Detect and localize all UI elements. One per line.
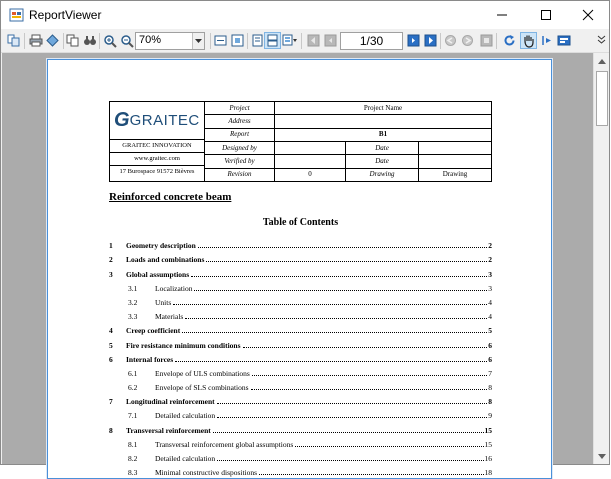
toc-entry[interactable] <box>109 350 492 364</box>
continuous-page-icon <box>266 34 279 47</box>
verified-by-label: Verified by <box>205 155 275 168</box>
toc-entry[interactable] <box>109 335 492 349</box>
export-button[interactable] <box>555 32 572 49</box>
toc-entry-text: Materials <box>155 312 184 322</box>
toc-entry-text: Units <box>155 297 172 307</box>
toc-entry-text: Detailed calculation <box>155 411 216 421</box>
report-header-table <box>109 101 492 182</box>
chevron-down-icon <box>598 454 606 459</box>
window-title: ReportViewer <box>29 8 102 22</box>
page-number-input[interactable]: 1/30 <box>340 32 403 50</box>
project-label: Project <box>205 102 275 115</box>
toc-entry-page: 3 <box>488 283 492 293</box>
toc-entry-number: 8 <box>109 425 113 435</box>
toc-leader-dots <box>217 460 483 461</box>
toc-leader-dots <box>251 389 488 390</box>
toc-entry-number: 8.1 <box>128 439 138 449</box>
toc-entry-number: 3 <box>109 269 113 279</box>
previous-page-icon <box>324 34 337 47</box>
toc-entry-page: 6 <box>488 340 492 350</box>
toc-entry-text: Creep coefficient <box>126 326 181 336</box>
chevron-double-down-icon <box>598 35 605 44</box>
toc-entry-number: 6.1 <box>128 368 138 378</box>
forward-icon <box>461 34 474 47</box>
verified-date-label: Date <box>346 155 419 168</box>
zoom-dropdown-button[interactable] <box>192 33 204 49</box>
address-label: Address <box>205 115 275 128</box>
toc-entry[interactable] <box>109 321 492 335</box>
toc-leader-dots <box>243 347 488 348</box>
last-page-button[interactable] <box>422 32 439 49</box>
logo-mark: G <box>114 108 129 131</box>
toc-entry-page: 8 <box>488 397 492 407</box>
verified-date-value <box>419 155 492 168</box>
toc-entry-page: 5 <box>488 326 492 336</box>
toc-entry-page: 4 <box>488 312 492 322</box>
maximize-button[interactable] <box>523 1 569 29</box>
toc-entry-text: Localization <box>155 283 193 293</box>
zoom-out-icon <box>120 34 134 48</box>
toc-leader-dots <box>217 403 488 404</box>
previous-page-button[interactable] <box>322 32 339 49</box>
stop-button[interactable] <box>478 32 495 49</box>
zoom-value: 70% <box>139 34 162 46</box>
toc-entry-text: Transversal reinforcement <box>126 425 211 435</box>
select-tool-button[interactable] <box>538 32 555 49</box>
document-map-icon <box>7 34 20 47</box>
toc-leader-dots <box>173 304 487 305</box>
toc-entry-number: 7.1 <box>128 411 138 421</box>
export-icon <box>557 34 571 47</box>
back-icon <box>444 34 457 47</box>
toc-entry[interactable] <box>109 463 492 477</box>
graitec-logo <box>114 110 204 130</box>
toc-entry-text: Loads and combinations <box>126 255 205 265</box>
toc-leader-dots <box>295 446 483 447</box>
toc-entry-page: 15 <box>484 425 492 435</box>
toc-entry[interactable] <box>109 236 492 250</box>
toc-entry[interactable] <box>109 279 492 293</box>
verified-by-value <box>275 155 346 168</box>
toc-entry-page: 6 <box>488 354 492 364</box>
toc-leader-dots <box>198 247 487 248</box>
binoculars-icon <box>83 34 97 47</box>
report-value: B1 <box>275 128 492 141</box>
zoom-in-icon <box>103 34 117 48</box>
designed-by-value <box>275 141 346 154</box>
maximize-icon <box>541 10 551 20</box>
toc-leader-dots <box>185 318 487 319</box>
drawing-label: Drawing <box>346 168 419 181</box>
toc-entry-number: 5 <box>109 340 113 350</box>
pan-tool-button[interactable] <box>520 32 537 49</box>
toc-entry[interactable] <box>109 364 492 378</box>
back-button[interactable] <box>442 32 459 49</box>
page-width-button[interactable] <box>212 32 229 49</box>
toc-entry-number: 6 <box>109 354 113 364</box>
revision-value: 0 <box>275 168 346 181</box>
toc-entry[interactable] <box>109 406 492 420</box>
toc-entry[interactable] <box>109 420 492 434</box>
toc-entry-number: 2 <box>109 255 113 265</box>
toc-entry-page: 16 <box>484 454 492 463</box>
designed-date-label: Date <box>346 141 419 154</box>
scrollbar-thumb[interactable] <box>596 71 608 126</box>
toc-entry-number: 3.1 <box>128 283 138 293</box>
toc-entry-page: 18 <box>484 468 492 478</box>
title-bar <box>1 1 609 29</box>
toc-entry-number: 7 <box>109 397 113 407</box>
toc-entry-number: 6.2 <box>128 383 138 393</box>
company-web: www.graitec.com <box>110 152 204 165</box>
toc-leader-dots <box>191 276 487 277</box>
multi-page-icon <box>282 34 298 47</box>
find-button[interactable] <box>81 32 98 49</box>
toc-entry-page: 3 <box>488 269 492 279</box>
scroll-down-button[interactable] <box>594 448 610 464</box>
whole-page-icon <box>231 34 244 47</box>
toc-entry-text: Detailed calculation <box>155 454 216 463</box>
project-value: Project Name <box>275 102 492 115</box>
next-page-button[interactable] <box>405 32 422 49</box>
company-name: GRAITEC INNOVATION <box>110 139 204 152</box>
toc-leader-dots <box>259 474 483 475</box>
toc-entry-page: 2 <box>488 241 492 251</box>
designed-date-value <box>419 141 492 154</box>
scroll-up-button[interactable] <box>594 53 610 69</box>
hand-icon <box>522 34 535 48</box>
app-icon <box>10 9 23 21</box>
table-of-contents <box>109 236 492 477</box>
toc-leader-dots <box>182 332 487 333</box>
refresh-report-button[interactable] <box>501 32 518 49</box>
next-page-icon <box>407 34 420 47</box>
designed-by-label: Designed by <box>205 141 275 154</box>
single-page-icon <box>251 34 264 47</box>
toc-entry-page: 8 <box>488 383 492 393</box>
toc-entry-text: Global assumptions <box>126 269 190 279</box>
last-page-icon <box>424 34 437 47</box>
toc-leader-dots <box>213 432 484 433</box>
close-icon <box>583 10 593 20</box>
toc-entry[interactable] <box>109 264 492 278</box>
toc-entry-page: 7 <box>488 368 492 378</box>
toc-leader-dots <box>175 361 487 362</box>
toc-leader-dots <box>206 261 487 262</box>
copy-icon <box>66 34 79 47</box>
minimize-button[interactable] <box>479 1 525 29</box>
toc-entry-number: 8.3 <box>128 468 138 478</box>
document-title: Reinforced concrete beam <box>109 191 232 203</box>
toc-entry-text: Internal forces <box>126 354 174 364</box>
toolbar-overflow-button[interactable] <box>595 31 607 48</box>
continuous-page-button[interactable] <box>264 32 281 49</box>
stop-icon <box>480 34 493 47</box>
toc-entry-text: Minimal constructive dispositions <box>155 468 258 478</box>
zoom-in-button[interactable] <box>101 32 118 49</box>
toc-entry-text: Envelope of ULS combinations <box>155 368 250 378</box>
toc-entry-text: Envelope of SLS combinations <box>155 383 249 393</box>
zoom-out-button[interactable] <box>118 32 135 49</box>
whole-page-button[interactable] <box>229 32 246 49</box>
close-button[interactable] <box>565 1 611 29</box>
report-page <box>47 59 552 479</box>
toc-entry[interactable] <box>109 449 492 463</box>
text-cursor-icon <box>540 34 553 47</box>
printer-icon <box>29 34 43 47</box>
report-viewer-area[interactable] <box>2 53 593 478</box>
toc-entry[interactable] <box>109 378 492 392</box>
toc-entry-page: 9 <box>488 411 492 421</box>
address-value <box>275 115 492 128</box>
forward-button[interactable] <box>459 32 476 49</box>
toc-title: Table of Contents <box>262 217 339 228</box>
minimize-icon <box>497 10 507 20</box>
refresh-icon <box>503 34 516 47</box>
first-page-button[interactable] <box>305 32 322 49</box>
toc-entry-text: Longitudinal reinforcement <box>126 397 215 407</box>
drawing-value: Drawing <box>419 168 492 181</box>
revision-label: Revision <box>205 168 275 181</box>
toc-entry[interactable] <box>109 250 492 264</box>
toc-leader-dots <box>252 375 487 376</box>
toc-entry-number: 3.2 <box>128 297 138 307</box>
zoom-select[interactable] <box>135 32 205 50</box>
logo-text: GRAITEC <box>129 111 200 129</box>
toc-entry[interactable] <box>109 307 492 321</box>
chevron-up-icon <box>598 59 606 64</box>
toc-entry-number: 1 <box>109 241 113 251</box>
company-cell <box>110 102 205 182</box>
toc-entry-number: 4 <box>109 326 113 336</box>
print-button[interactable] <box>27 32 44 49</box>
toc-entry-text: Geometry description <box>126 241 196 251</box>
diamond-icon <box>46 34 59 47</box>
toc-entry-page: 4 <box>488 297 492 307</box>
multi-page-button[interactable] <box>281 32 298 49</box>
toc-entry-text: Transversal reinforcement global assumptions <box>155 439 294 449</box>
vertical-scrollbar[interactable] <box>593 53 609 464</box>
toc-entry-page: 15 <box>484 439 492 449</box>
toc-entry[interactable] <box>109 293 492 307</box>
toc-leader-dots <box>217 417 487 418</box>
refresh-button[interactable] <box>44 32 61 49</box>
toc-entry[interactable] <box>109 392 492 406</box>
toc-entry-text: Fire resistance minimum conditions <box>126 340 241 350</box>
toc-entry-number: 3.3 <box>128 312 138 322</box>
page-width-icon <box>214 34 227 47</box>
toc-entry[interactable] <box>109 435 492 449</box>
report-label: Report <box>205 128 275 141</box>
toc-entry-page: 2 <box>488 255 492 265</box>
toc-entry-number: 8.2 <box>128 454 138 463</box>
toc-leader-dots <box>194 290 487 291</box>
document-map-button[interactable] <box>5 32 22 49</box>
copy-button[interactable] <box>64 32 81 49</box>
first-page-icon <box>307 34 320 47</box>
chevron-down-icon <box>195 39 202 43</box>
toolbar <box>1 29 609 53</box>
company-address: 17 Burospace 91572 Bièvres <box>110 165 204 178</box>
